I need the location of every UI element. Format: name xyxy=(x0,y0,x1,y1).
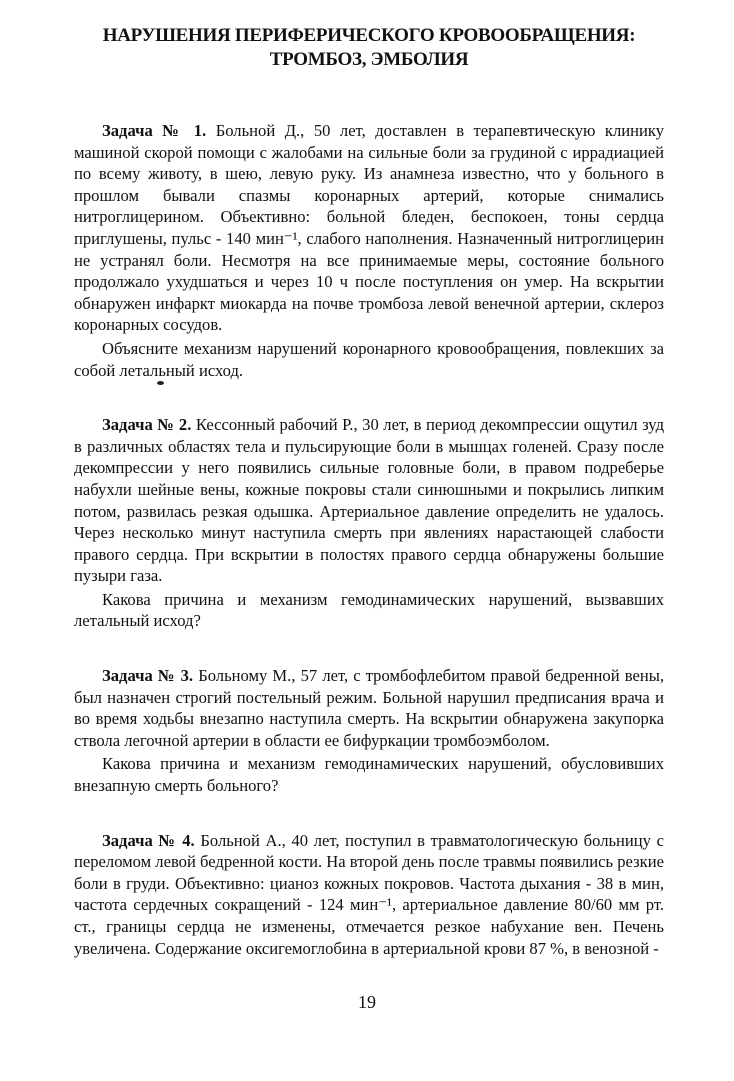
document-page xyxy=(74,24,664,959)
task-2 xyxy=(74,414,664,632)
task-1-text: Больной Д., 50 лет, доставлен в терапевтическую клинику машиной скорой помощи с жалобами на сильные боли за грудиной с иррадиацией по всему животу, в шею, левую руку. Из анамнеза известно, что у больного в прошлом бывали спазмы коронарных артерий, которые снимались нитроглицерином. Объективно: больной бледен, беспокоен, тоны сердца приглушены, пульс - 140 мин⁻¹, слабого наполнения. Назначенный нитроглицерин не устранял боли. Несмотря на все принимаемые меры, состояние больного продолжало ухудшаться и через 10 ч после поступления он умер. На вскрытии обнаружен инфаркт миокарда на почве тромбоза левой венечной артерии, склероз коронарных сосудов. xyxy=(74,121,664,335)
task-1-question: Объясните механизм нарушений коронарного кровообращения, повлекших за собой летальный исход. xyxy=(74,338,664,380)
task-1 xyxy=(74,120,664,381)
task-4 xyxy=(74,830,664,960)
title-line-2: ТРОМБОЗ, ЭМБОЛИЯ xyxy=(269,49,469,70)
task-1-body xyxy=(74,120,664,336)
task-3-question: Какова причина и механизм гемодинамических нарушений, обусловивших внезапную смерть больного? xyxy=(74,754,664,796)
ink-speck xyxy=(157,381,164,385)
task-4-label: Задача № 4. xyxy=(102,830,195,850)
task-2-text: Кессонный рабочий Р., 30 лет, в период декомпрессии ощутил зуд в различных областях тела и пульсирующие боли в мышцах голеней. Сразу после декомпрессии у него появились сильные головные боли, в правом подреберье набухли шейные вены, кожные покровы стали синюшными и покрылись липким потом, развилась резкая одышка. Артериальное давление определить не удалось. Через несколько минут наступила смерть при явлениях нарастающей слабости правого сердца. При вскрытии в полостях правого сердца обнаружены большие пузыри газа. xyxy=(74,415,665,586)
task-3 xyxy=(74,665,664,797)
page-number: 19 xyxy=(358,992,376,1012)
task-4-body xyxy=(74,830,664,960)
task-3-body xyxy=(74,665,664,751)
task-1-label: Задача № 1. xyxy=(102,121,207,140)
task-4-text: Больной А., 40 лет, поступил в травматологическую больницу с переломом левой бедренной кости. На второй день после травмы появились резкие боли в груди. Объективно: цианоз кожных покровов. Частота дыхания - 38 в мин, частота сердечных сокращений - 124 мин⁻¹, артериальное давление 80/60 мм рт. ст., границы сердца не изменены, отмечается резкое набухание вен. Печень увеличена. Содержание оксигемоглобина в артериальной крови 87 %, в венозной - xyxy=(74,830,664,958)
task-3-label: Задача № 3. xyxy=(102,666,194,686)
task-3-text: Больному М., 57 лет, с тромбофлебитом правой бедренной вены, был назначен строгий постельный режим. Больной нарушил предписания врача и во время ходьбы внезапно наступила смерть. На вскрытии обнаружена закупорка ствола легочной артерии в области ее бифуркации тромбоэмболом. xyxy=(74,666,665,750)
title-line-1: НАРУШЕНИЯ ПЕРИФЕРИЧЕСКОГО КРОВООБРАЩЕНИЯ: xyxy=(102,25,636,46)
task-2-body xyxy=(74,414,664,587)
page-title xyxy=(74,24,664,72)
task-2-label: Задача № 2. xyxy=(102,415,192,435)
task-2-question: Какова причина и механизм гемодинамических нарушений, вызвавших летальный исход? xyxy=(74,589,664,631)
